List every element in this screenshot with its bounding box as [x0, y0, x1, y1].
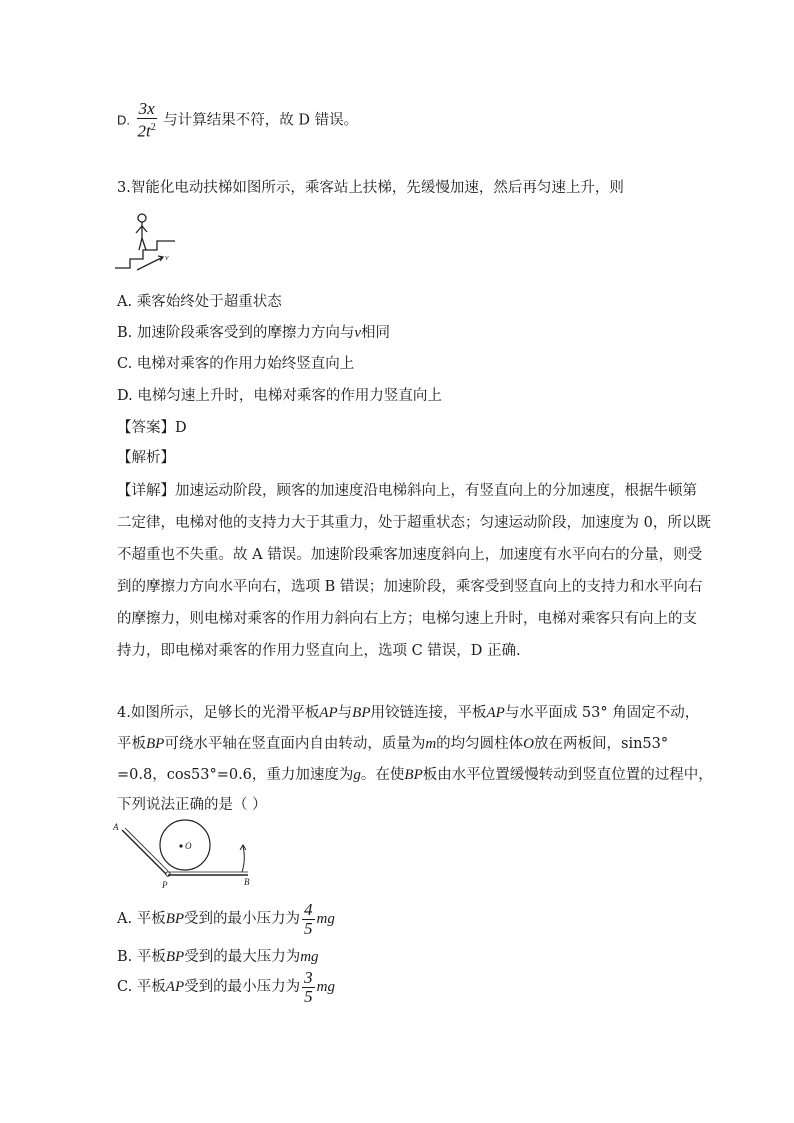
q3-detail-line: 【详解】加速运动阶段，顾客的加速度沿电梯斜向上，有竖直向上的分加速度，根据牛顿第 [117, 483, 697, 499]
plate-ap [122, 830, 166, 874]
q3-stem: 3.智能化电动扶梯如图所示，乘客站上扶梯，先缓慢加速，然后再匀速上升，则 [117, 180, 624, 196]
fraction-4-5: $\frac{4}{5}$ [304, 899, 313, 938]
q3-option-d: D. 电梯匀速上升时，电梯对乘客的作用力竖直向上 [117, 388, 442, 404]
label-o: O [185, 841, 192, 851]
fraction-3x-over-2t2: $\frac{3x}{2t^2}$ [137, 99, 156, 141]
q3-option-a: A. 乘客始终处于超重状态 [117, 294, 282, 310]
q4-stem-line3: =0.8，cos53°=0.6，重力加速度为g。在使BP板由水平位置缓慢转动到竖直位置的过程中， [117, 767, 713, 783]
q4-stem-line4: 下列说法正确的是（ ） [117, 797, 267, 813]
option-text: 与计算结果不符，故 D 错误。 [163, 112, 359, 129]
label-p: P [162, 880, 168, 890]
q3-detail-line: 持力，即电梯对乘客的作用力竖直向上，选项 C 错误，D 正确. [117, 643, 521, 659]
q3-option-b: B. 加速阶段乘客受到的摩擦力方向与v相同 [117, 325, 391, 341]
rotation-arrow [242, 846, 244, 872]
escalator-figure [115, 208, 185, 273]
option-label: D. [117, 112, 130, 128]
q4-stem-line2: 平板BP可绕水平轴在竖直面内自由转动，质量为m的均匀圆柱体O放在两板间，sin53° [117, 736, 669, 752]
q4-stem-line1: 4.如图所示，足够长的光滑平板AP与BP用铰链连接，平板AP与水平面成 53° 角固定不动， [117, 705, 700, 721]
q4-option-a: A. 平板BP受到的最小压力为 $\frac{4}{5}$ mg [117, 899, 335, 938]
q2-option-d [117, 100, 358, 141]
passenger-head [138, 214, 146, 222]
q3-detail-line: 到的摩擦力方向水平向右，选项 B 错误；加速阶段，乘客受到竖直向上的支持力和水平向右 [117, 579, 703, 595]
q3-detail-line: 的摩擦力，则电梯对乘客的作用力斜向右上方；电梯匀速上升时，电梯对乘客只有向上的支 [117, 611, 697, 627]
q3-detail-line: 二定律，电梯对他的支持力大于其重力，处于超重状态；匀速运动阶段，加速度为 0，所以既 [117, 515, 711, 531]
q4-option-c: C. 平板AP受到的最小压力为 $\frac{3}{5}$ mg [117, 967, 335, 1006]
velocity-label: v [165, 253, 169, 262]
q3-answer: 【答案】D [117, 420, 187, 436]
fraction-3-5: $\frac{3}{5}$ [304, 967, 313, 1006]
q3-detail-line: 不超重也不失重。故 A 错误。加速阶段乘客加速度斜向上，加速度有水平向右的分量，则受 [117, 547, 703, 563]
q3-option-c: C. 电梯对乘客的作用力始终竖直向上 [117, 356, 355, 372]
q4-option-b: B. 平板BP受到的最大压力为mg [117, 949, 319, 965]
label-b: B [244, 877, 250, 887]
q3-analysis-label: 【解析】 [117, 450, 175, 466]
label-a: A [113, 822, 119, 832]
cylinder-plates-figure [110, 815, 270, 895]
